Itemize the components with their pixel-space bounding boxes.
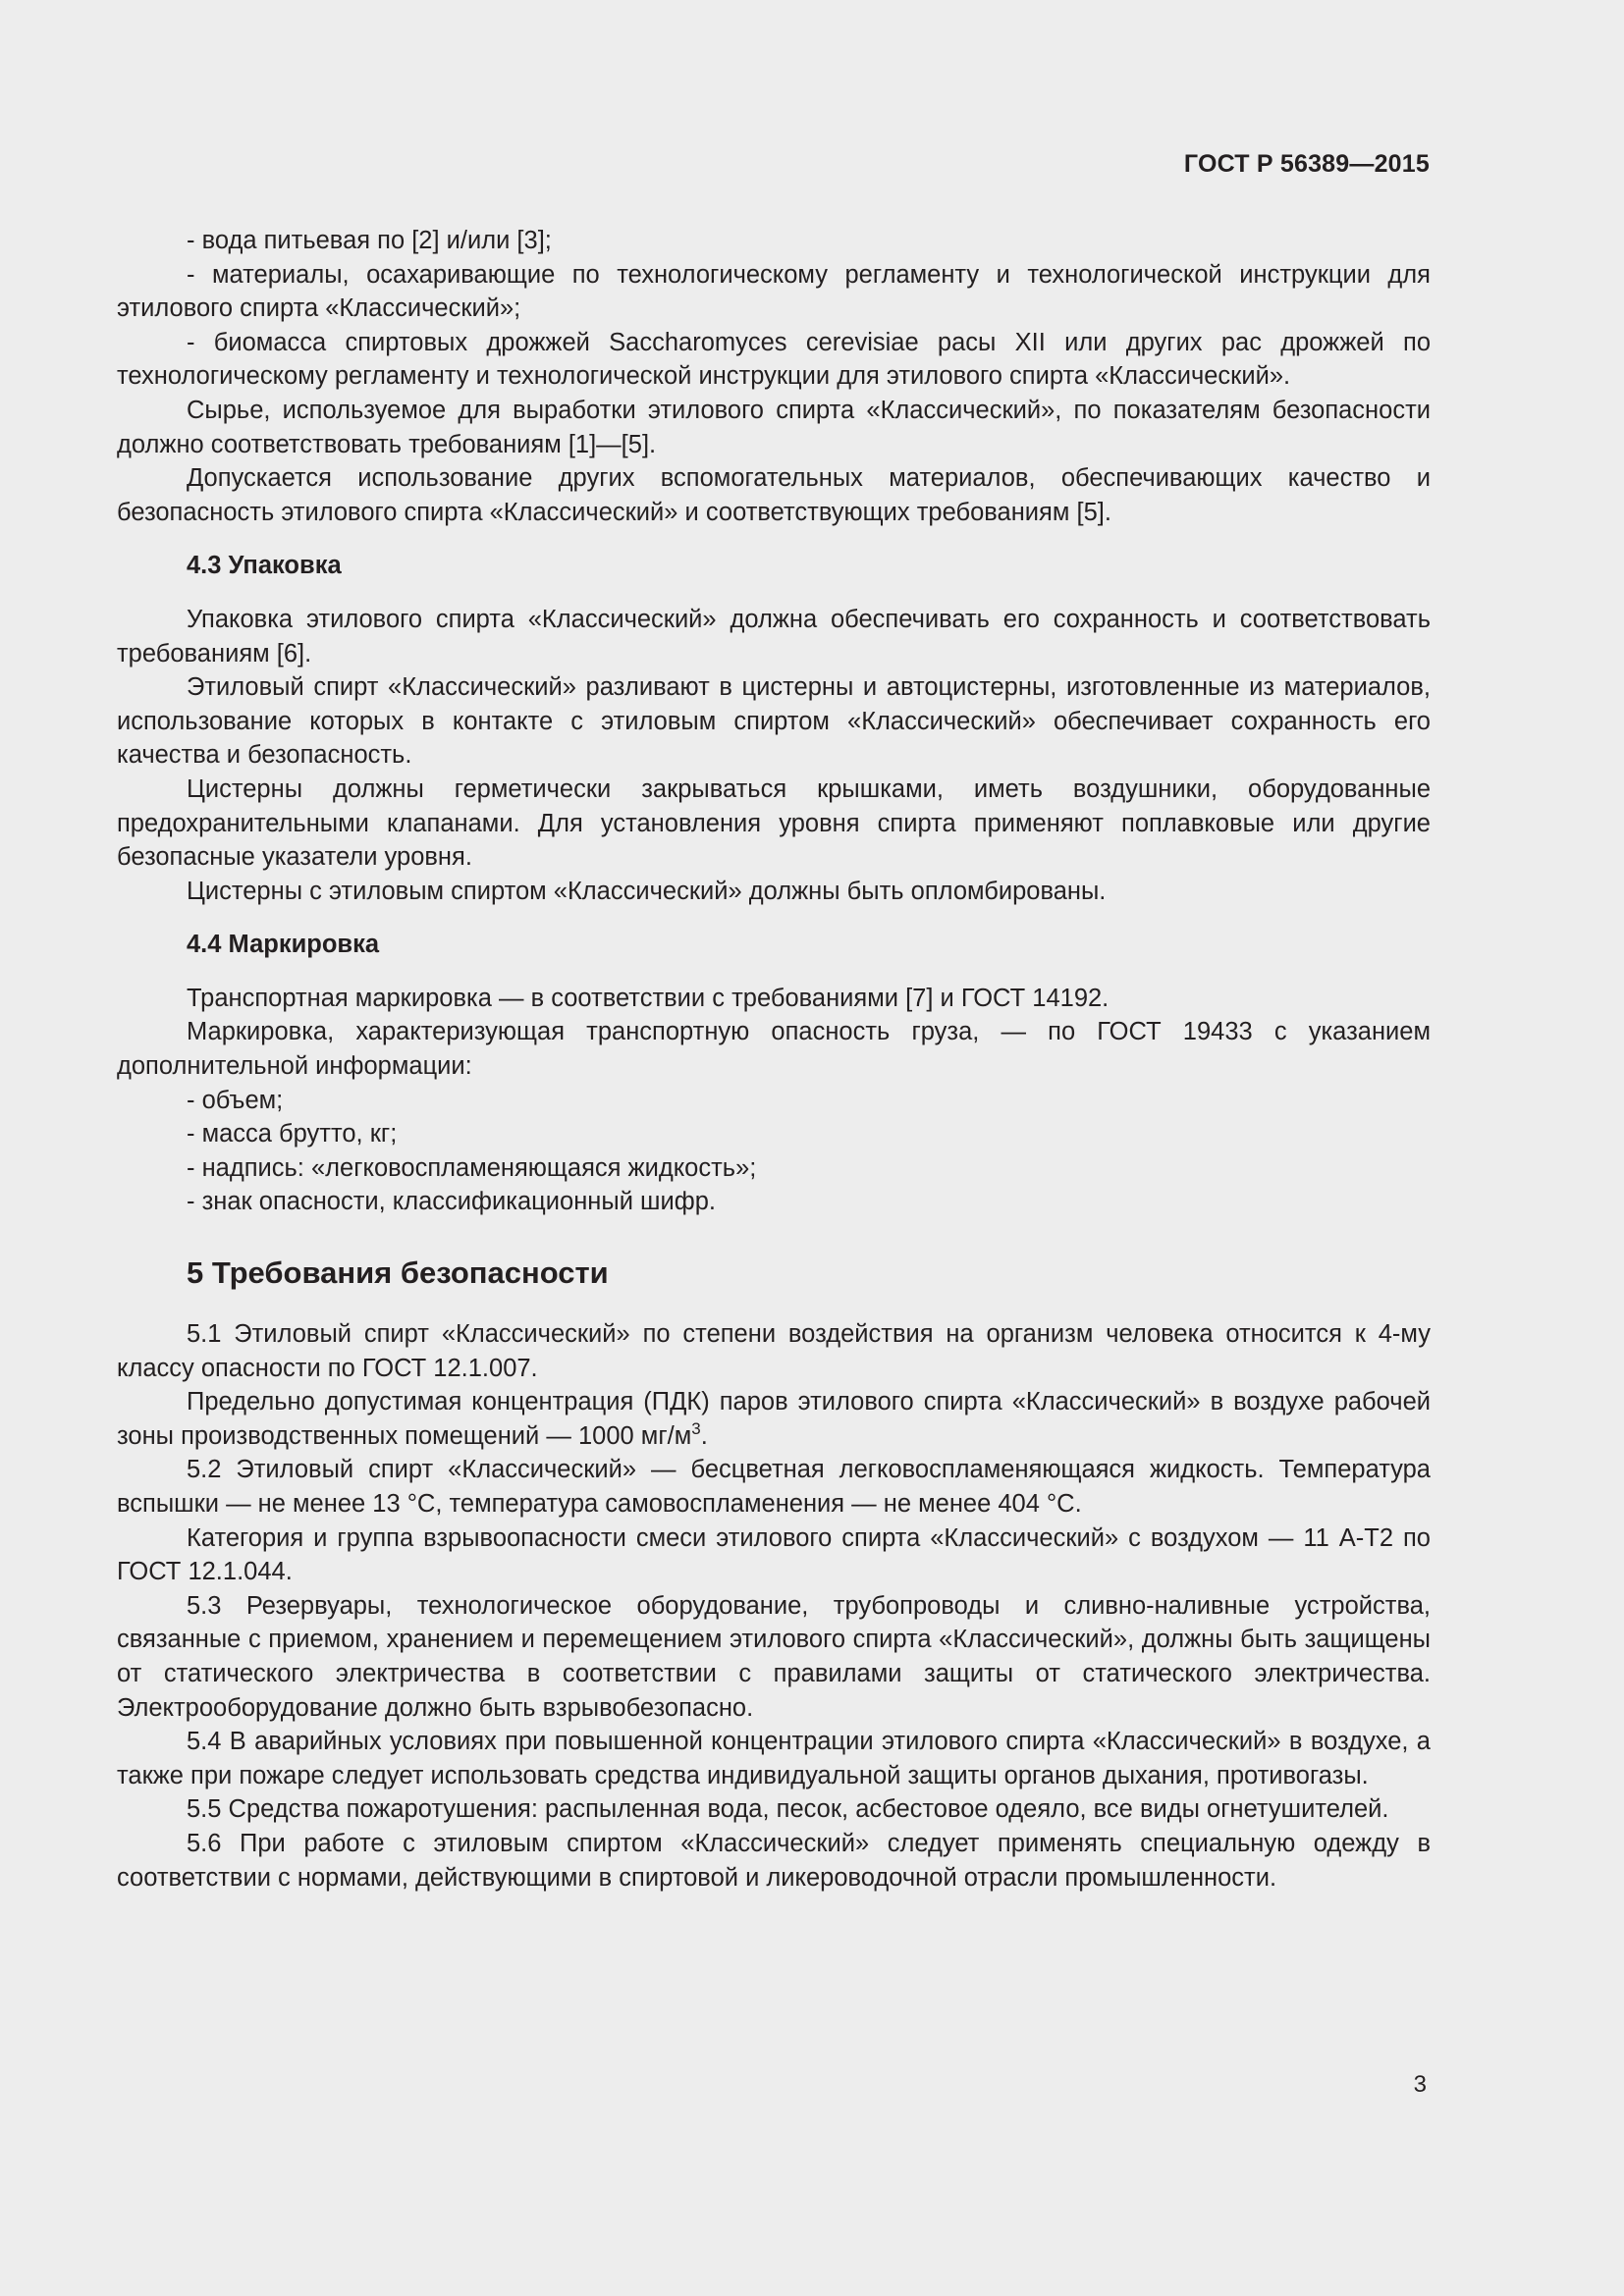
list-item: - биомасса спиртовых дрожжей Saccharomyces cerevisiae расы XII или других рас дрожжей по технологическому регламенту и технологической инструкции для этилового спирта «Классический». [117,328,1431,391]
page-number: 3 [1413,2071,1427,2098]
paragraph-text: Предельно допустимая концентрация (ПДК) паров этилового спирта «Классический» в воздухе рабочей зоны производственных помещений — 1000 мг/м [117,1388,1431,1450]
list-item: - знак опасности, классификационный шифр. [187,1188,716,1216]
paragraph: Допускается использование других вспомогательных материалов, обеспечивающих качество и безопасность этилового спирта «Классический» и соответствующих требованиям [5]. [117,464,1431,526]
list-item: - объем; [187,1086,284,1114]
paragraph: 5.3 Резервуары, технологическое оборудование, трубопроводы и сливно-наливные устройства, связанные с приемом, хранением и перемещением этилового спирта «Классический», должны быть защищены от статического электричества в соответствии с правилами защиты от статического электричества. Электрооборудование должно быть взрывобезопасно. [117,1591,1431,1722]
paragraph-tail: . [700,1421,708,1450]
page-content [117,224,1431,1895]
section-heading-marking: 4.4 Маркировка [187,931,380,959]
paragraph: Цистерны должны герметически закрываться крышками, иметь воздушники, оборудованные предохранительными клапанами. Для установления уровня спирта применяют поплавковые или другие безопасные указатели уровня. [117,774,1431,872]
paragraph [117,1385,1431,1453]
paragraph: Упаковка этилового спирта «Классический» должна обеспечивать его сохранность и соответствовать требованиям [6]. [117,605,1431,667]
paragraph: 5.5 Средства пожаротушения: распыленная вода, песок, асбестовое одеяло, все виды огнетушителей. [187,1795,1389,1824]
paragraph: 5.4 В аварийных условиях при повышенной концентрации этилового спирта «Классический» в воздухе, а также при пожаре следует использовать средства индивидуальной защиты органов дыхания, противогазы. [117,1728,1431,1789]
chapter-heading-safety: 5 Требования безопасности [187,1255,609,1291]
list-item: - масса брутто, кг; [187,1120,398,1148]
superscript: 3 [691,1418,701,1438]
paragraph: 5.2 Этиловый спирт «Классический» — бесцветная легковоспламеняющаяся жидкость. Температура вспышки — не менее 13 °С, температура самовоспламенения — не менее 404 °С. [117,1456,1431,1518]
section-heading-packaging: 4.3 Упаковка [187,552,342,580]
paragraph: Категория и группа взрывоопасности смеси этилового спирта «Классический» с воздухом — 11 А-Т2 по ГОСТ 12.1.044. [117,1523,1431,1586]
paragraph: Маркировка, характеризующая транспортную опасность груза, — по ГОСТ 19433 с указанием дополнительной информации: [117,1018,1431,1081]
list-item: - материалы, осахаривающие по технологическому регламенту и технологической инструкции для этилового спирта «Классический»; [117,260,1431,323]
document-header: ГОСТ Р 56389—2015 [1183,150,1430,178]
list-item: - надпись: «легковоспламеняющаяся жидкость»; [187,1153,757,1182]
paragraph: 5.1 Этиловый спирт «Классический» по степени воздействия на организм человека относится к 4-му классу опасности по ГОСТ 12.1.007. [117,1320,1431,1382]
paragraph: Цистерны с этиловым спиртом «Классический» должны быть опломбированы. [187,877,1107,905]
paragraph: Сырье, используемое для выработки этилового спирта «Классический», по показателям безопасности должно соответствовать требованиям [1]—[5]. [117,396,1431,458]
paragraph: Этиловый спирт «Классический» разливают в цистерны и автоцистерны, изготовленные из материалов, использование которых в контакте с этиловым спиртом «Классический» обеспечивает сохранность его качества и безопасность. [117,673,1431,770]
paragraph: 5.6 При работе с этиловым спиртом «Классический» следует применять специальную одежду в соответствии с нормами, действующими в спиртовой и ликероводочной отрасли промышленности. [117,1829,1431,1892]
list-item: - вода питьевая по [2] и/или [3]; [187,227,552,254]
paragraph: Транспортная маркировка — в соответствии с требованиями [7] и ГОСТ 14192. [187,984,1110,1012]
